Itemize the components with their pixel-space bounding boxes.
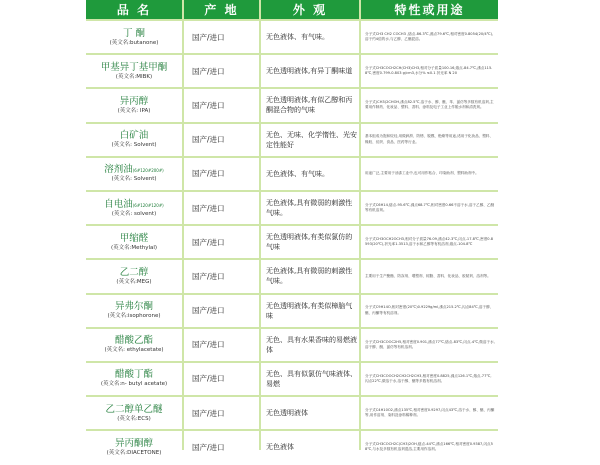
- product-name: 白矿油: [119, 130, 149, 142]
- look-cell: [261, 295, 359, 327]
- name-cell: [86, 124, 182, 156]
- product-name: 自电油: [104, 198, 133, 210]
- spec-cell: [361, 226, 498, 258]
- product-name: 异丙酮醇: [114, 437, 153, 449]
- spec-cell: [361, 397, 498, 429]
- product-appearance: 无色透明液体,有类似氯仿的气味: [266, 233, 353, 252]
- look-cell: [261, 397, 359, 429]
- name-cell: [86, 295, 182, 327]
- origin-cell: [184, 89, 259, 121]
- name-cell: [86, 21, 182, 53]
- table-row: [86, 89, 498, 121]
- product-origin: 国产/进口: [192, 66, 225, 76]
- look-cell: [261, 89, 359, 121]
- product-name: 异弗尔酮: [114, 301, 153, 313]
- look-cell: [261, 260, 359, 292]
- product-english-name: (英文名: Solvent): [111, 142, 157, 149]
- origin-cell: [184, 226, 259, 258]
- origin-cell: [184, 363, 259, 395]
- look-cell: [261, 124, 359, 156]
- spec-cell: [361, 21, 498, 53]
- product-spec: 主要用于生产聚酯、防冻剂、增塑剂、树脂、香料、化妆品、胶黏剂、溶剂等。: [365, 273, 491, 278]
- table-row: [86, 397, 498, 429]
- table-row: [86, 363, 498, 395]
- product-appearance: 无色液体、有气味。: [266, 169, 329, 178]
- spec-cell: [361, 260, 498, 292]
- table-row: [86, 226, 498, 258]
- name-cell: [86, 192, 182, 224]
- table-row: [86, 124, 498, 156]
- product-name: 乙二醇单乙醚: [105, 403, 163, 415]
- table-row: [86, 431, 498, 463]
- origin-cell: [184, 158, 259, 190]
- product-spec: 分子式C6H14,熔点-95.6℃,沸点68.7℃,相对密度0.66不溶于水,溶于乙醇、乙醚等有机溶剂。: [365, 202, 495, 213]
- product-grade: (6#120#200#): [132, 168, 164, 174]
- origin-cell: [184, 431, 259, 463]
- product-spec: 分子式CH3 CH2 COCH3 ,熔点-86.3℃,沸点79.6℃,相对密度0.8054(20/4℃),溶于约4倍的水,与乙醇、乙醚混溶。: [365, 31, 494, 42]
- table-header: [86, 0, 498, 19]
- spec-cell: [361, 55, 498, 87]
- product-origin: 国产/进口: [192, 169, 225, 179]
- product-appearance: 无色液体,具有微弱的刺激性气味。: [266, 267, 353, 286]
- product-english-name: (英文名:isophorone): [107, 313, 161, 320]
- product-english-name: (英文名:MIBK): [115, 73, 153, 80]
- product-appearance: 无色透明液体,有异丁酮味道: [266, 67, 353, 76]
- table-row: [86, 295, 498, 327]
- product-english-name: (英文名: IPA): [117, 107, 151, 114]
- spec-cell: [361, 431, 498, 463]
- table-row: [86, 329, 498, 361]
- product-origin: 国产/进口: [192, 340, 225, 350]
- origin-cell: [184, 295, 259, 327]
- product-origin: 国产/进口: [192, 271, 225, 281]
- table-row: [86, 260, 498, 292]
- product-appearance: 无色透明液体: [266, 409, 308, 418]
- product-spec: 分子式CH3COOCH2CH2CH2CH3,相对密度0.8825,沸点126.1℃,熔点-77℃,闪点22℃,微溶于水,溶于醇、醚等多数有机溶剂。: [365, 373, 492, 383]
- spec-cell: [361, 295, 498, 327]
- name-cell: [86, 397, 182, 429]
- origin-cell: [184, 124, 259, 156]
- product-origin: 国产/进口: [192, 100, 225, 110]
- look-cell: [261, 21, 359, 53]
- look-cell: [261, 55, 359, 87]
- product-spec: 基本组成为饱和烷烃,用做润滑、防锈、脱模、绝缘等用途,适用于化妆品、塑料、橡胶、纺织、食品、医药等行业。: [365, 134, 494, 144]
- product-name: 丁 酮: [122, 27, 146, 39]
- product-english-name: (英文名:n- butyl acetate): [100, 381, 168, 388]
- origin-cell: [184, 260, 259, 292]
- header-look: 外 观: [261, 0, 359, 19]
- spec-cell: [361, 124, 498, 156]
- product-appearance: 无色液体: [266, 443, 294, 452]
- product-origin: 国产/进口: [192, 306, 225, 316]
- name-cell: [86, 363, 182, 395]
- name-cell: [86, 55, 182, 87]
- spec-cell: [361, 89, 498, 121]
- product-appearance: 无色液体、有气味。: [266, 33, 329, 42]
- header-spec: 特性或用途: [361, 0, 498, 19]
- name-cell: [86, 329, 182, 361]
- look-cell: [261, 158, 359, 190]
- table-row: [86, 158, 498, 190]
- look-cell: [261, 192, 359, 224]
- name-cell: [86, 226, 182, 258]
- product-appearance: 无色透明液体,有似乙醇和丙酮混合物的气味: [266, 96, 353, 115]
- table-body: [86, 21, 498, 465]
- product-spec: 分子式(CH3)2CHOH,沸点82.5℃,溶于水、醇、醚、苯、氯仿等多数有机溶剂,主要用作制药、化妆品、塑料、香料、涂料及电子工业上作脱水剂和清洗剂。: [365, 100, 494, 110]
- product-spec: 用途广泛,主要用于油漆工业中,也可用作粘合、印染助剂、塑料助剂中。: [365, 171, 479, 176]
- product-origin: 国产/进口: [192, 442, 225, 452]
- origin-cell: [184, 397, 259, 429]
- name-cell: [86, 158, 182, 190]
- table-row: [86, 192, 498, 224]
- spec-cell: [361, 363, 498, 395]
- origin-cell: [184, 192, 259, 224]
- look-cell: [261, 431, 359, 463]
- header-origin: 产 地: [184, 0, 259, 19]
- product-origin: 国产/进口: [192, 135, 225, 145]
- spec-cell: [361, 329, 498, 361]
- product-english-name: (英文名: ethylacetate): [104, 347, 164, 354]
- product-name: 异丙醇: [119, 95, 149, 107]
- product-english-name: (英文名:ECS): [117, 415, 151, 422]
- product-english-name: (英文名: solvent): [111, 210, 157, 217]
- look-cell: [261, 363, 359, 395]
- product-origin: 国产/进口: [192, 203, 225, 213]
- product-english-name: (英文名:butanone): [109, 39, 159, 46]
- product-origin: 国产/进口: [192, 374, 225, 384]
- look-cell: [261, 226, 359, 258]
- product-table: [86, 0, 498, 456]
- origin-cell: [184, 21, 259, 53]
- product-spec: 分子式CH3COOC2H5,相对密度0.901,沸点77℃,熔点-83℃,闪点-4℃,微溶于水,溶于醇、醚、氯仿等有机溶剂。: [365, 339, 495, 349]
- name-cell: [86, 431, 182, 463]
- product-origin: 国产/进口: [192, 32, 225, 42]
- product-appearance: 无色液体,具有微弱的刺激性气味。: [266, 199, 353, 218]
- product-english-name: (英文名:Methylal): [110, 244, 158, 251]
- origin-cell: [184, 329, 259, 361]
- product-origin: 国产/进口: [192, 237, 225, 247]
- product-grade: (6#120#120#): [132, 202, 164, 208]
- product-appearance: 无色、具有似氯仿气味液体、易燃: [266, 369, 357, 388]
- product-name: 醋酸乙酯: [114, 335, 153, 347]
- product-appearance: 无色透明液体,有类似樟脑气味: [266, 301, 353, 320]
- name-cell: [86, 89, 182, 121]
- table-row: [86, 55, 498, 87]
- product-spec: 分子式CH3COCH2C(CH3)2OH,熔点-44℃,沸点166℃,相对密度0.9387,闪点58℃,与水及多数有机溶剂混溶,主要用作溶剂。: [365, 442, 493, 452]
- product-name: 溶剂油: [104, 164, 133, 176]
- product-english-name: (英文名:MEG): [116, 278, 152, 285]
- header-name: 品 名: [86, 0, 182, 19]
- product-name: 甲基异丁基甲酮: [100, 61, 168, 73]
- table-row: [86, 21, 498, 53]
- origin-cell: [184, 55, 259, 87]
- spec-cell: [361, 192, 498, 224]
- product-name: 甲缩醛: [119, 232, 149, 244]
- product-english-name: (英文名: Solvent): [111, 176, 157, 183]
- product-spec: 分子式C9H14O,相对密度(20℃)0.9229g/ml,沸点215.2℃,闪点84℃,溶于醇、醚、丙酮等有机溶剂。: [365, 305, 494, 315]
- product-spec: 分子式CH3OCH2OCH3,相对分子质量76.09,沸点42.3℃,闪点-17.8℃,密度0.8593(20℃),折光率1.3513,溶于水和乙醇等有机溶剂,熔点-104.8℃: [365, 237, 494, 247]
- product-spec: 分子式CH3COCH2CH(CH3)CH3,相对分子质量100.16,熔点-84.7℃,沸点115.8℃,密度0.799-0.803 g/cm3,水分% ≤0.1 折光率 N 20: [365, 66, 493, 76]
- product-origin: 国产/进口: [192, 408, 225, 418]
- name-cell: [86, 260, 182, 292]
- product-appearance: 无色、无味、化学惰性、光安定性能好: [266, 130, 357, 149]
- product-english-name: (英文名:DIACETONE): [106, 449, 162, 456]
- product-spec: 分子式C4H10O2,沸点135℃,相对密度0.9297,闪点43℃,溶于水、醇、醚、丙酮等,用作溶剂、染料及涂料稀释剂。: [365, 407, 495, 418]
- look-cell: [261, 329, 359, 361]
- product-name: 醋酸丁酯: [114, 369, 153, 381]
- product-appearance: 无色、具有水果香味的易燃液体: [266, 335, 357, 354]
- product-name: 乙二醇: [119, 266, 149, 278]
- spec-cell: [361, 158, 498, 190]
